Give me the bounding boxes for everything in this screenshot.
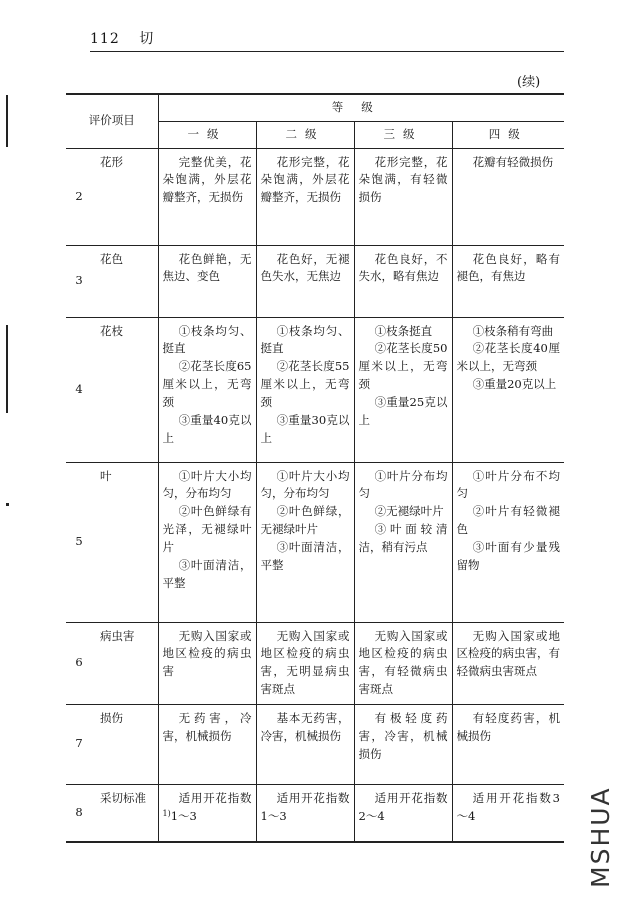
criterion-name: 花枝 <box>92 317 158 462</box>
table-row <box>66 784 564 842</box>
header-level-2: 二级 <box>256 121 354 148</box>
grade-line: ③叶面清洁，平整 <box>162 557 252 590</box>
grade-cell-level-1 <box>158 148 256 245</box>
running-title: 切 <box>139 31 155 47</box>
grade-line: ②花茎长度40厘米以上，无弯颈 <box>456 341 560 374</box>
grade-line: ①枝条稍有弯曲 <box>472 323 554 338</box>
criterion-name: 花色 <box>92 245 158 317</box>
grade-line: ①叶片分布均匀 <box>358 468 448 501</box>
grade-line: ③重量30克以上 <box>260 412 350 445</box>
grade-cell-level-2 <box>256 784 354 842</box>
grade-cell-level-1 <box>158 784 256 842</box>
table-body <box>66 148 564 842</box>
grade-line: 基本无药害，冷害，机械损伤 <box>260 710 350 743</box>
grade-line: ③重量40克以上 <box>162 412 252 445</box>
grade-line: ①枝条均匀、挺直 <box>260 323 350 356</box>
margin-dot <box>6 503 9 506</box>
grade-line: 花色鲜艳，无焦边、变色 <box>162 251 252 284</box>
grade-cell-level-4 <box>452 704 564 784</box>
header-level-4: 四级 <box>452 121 564 148</box>
grade-cell-level-4 <box>452 784 564 842</box>
grade-line: ②无褪绿叶片 <box>374 504 444 519</box>
header-grade: 等级 <box>158 94 564 121</box>
grade-line: 花瓣有轻微损伤 <box>472 154 554 169</box>
table-row <box>66 704 564 784</box>
grade-line: ①叶片分布不均匀 <box>456 468 560 501</box>
grade-line: ③重量20克以上 <box>472 377 557 392</box>
grade-cell-level-3 <box>354 462 452 622</box>
grade-line: 完整优美，花朵饱满，外层花瓣整齐，无损伤 <box>162 154 252 205</box>
table-row <box>66 622 564 704</box>
grade-line: ①枝条挺直 <box>374 323 433 338</box>
grade-line: 花色好，无褪色失水，无焦边 <box>260 251 350 284</box>
grade-line: 无购入国家或地区检疫的病虫害，有轻微病虫害斑点 <box>456 628 560 679</box>
header-level-1: 一级 <box>158 121 256 148</box>
grade-cell-level-3 <box>354 622 452 704</box>
grade-line: ①叶片大小均匀，分布均匀 <box>260 468 350 501</box>
grade-line: 无药害，冷害，机械损伤 <box>162 710 252 743</box>
grade-line: ③叶面清洁，平整 <box>260 539 350 572</box>
grade-line: 无购入国家或地区检疫的病虫害，有轻微病虫害斑点 <box>358 628 448 697</box>
row-index: 7 <box>66 704 92 784</box>
criterion-name: 采切标准 <box>92 784 158 842</box>
grade-cell-level-3 <box>354 704 452 784</box>
grade-line: ②花茎长度65厘米以上，无弯颈 <box>162 359 252 409</box>
watermark: MSHUA <box>586 786 615 888</box>
criterion-name: 花形 <box>92 148 158 245</box>
grade-cell-level-4 <box>452 462 564 622</box>
grade-line: 花色良好，略有褪色，有焦边 <box>456 251 560 284</box>
grade-line: ②花茎长度55厘米以上，无弯颈 <box>260 359 350 409</box>
grade-line: ③重量25克以上 <box>358 394 448 427</box>
table-row <box>66 317 564 462</box>
grade-cell-level-2 <box>256 704 354 784</box>
header-rule <box>90 51 564 52</box>
grade-line: ②叶色鲜绿有光泽，无褪绿叶片 <box>162 504 252 554</box>
grade-line: 无购入国家或地区检疫的病虫害，无明显病虫害斑点 <box>260 628 350 697</box>
grade-line: 花色良好，不失水，略有焦边 <box>358 251 448 284</box>
grade-line: 花形完整，花朵饱满，外层花瓣整齐，无损伤 <box>260 154 350 205</box>
margin-mark <box>6 325 8 413</box>
grade-cell-level-2 <box>256 245 354 317</box>
header-item: 评价项目 <box>66 94 158 148</box>
grade-cell-level-1 <box>158 704 256 784</box>
grade-line: 花形完整，花朵饱满，有轻微损伤 <box>358 154 448 205</box>
grade-line: ③叶面有少量残留物 <box>456 539 560 572</box>
row-index: 2 <box>66 148 92 245</box>
table-row <box>66 462 564 622</box>
grade-cell-level-2 <box>256 622 354 704</box>
page-number: 112 <box>90 31 120 47</box>
grade-line: ②花茎长度50厘米以上，无弯颈 <box>358 341 448 392</box>
running-header <box>90 28 154 48</box>
grade-cell-level-3 <box>354 245 452 317</box>
grade-cell-level-1 <box>158 462 256 622</box>
grade-cell-level-1 <box>158 245 256 317</box>
grade-line: ①枝条均匀、挺直 <box>162 323 252 356</box>
grade-line: ③叶面较清洁，稍有污点 <box>358 522 448 554</box>
header-level-3: 三级 <box>354 121 452 148</box>
grade-cell-level-4 <box>452 148 564 245</box>
grade-line: 有轻度药害，机械损伤 <box>456 710 560 743</box>
grade-line: ②叶色鲜绿，无褪绿叶片 <box>260 504 350 537</box>
row-index: 8 <box>66 784 92 842</box>
grade-line: 适用开花指数1～3 <box>260 790 350 823</box>
continued-label: (续) <box>517 75 541 90</box>
grade-cell-level-3 <box>354 317 452 462</box>
grade-line: ①叶片大小均匀，分布均匀 <box>162 468 252 501</box>
grade-line: ②叶片有轻微褪色 <box>456 504 560 537</box>
grade-line: 适用开花指数3～4 <box>456 790 560 823</box>
grade-line: 适用开花指数$^{1)}$1～3 <box>162 790 252 823</box>
grade-cell-level-3 <box>354 784 452 842</box>
criterion-name: 损伤 <box>92 704 158 784</box>
row-index: 3 <box>66 245 92 317</box>
row-index: 5 <box>66 462 92 622</box>
criterion-name: 叶 <box>92 462 158 622</box>
grade-cell-level-4 <box>452 245 564 317</box>
margin-mark <box>6 95 8 147</box>
grade-line: 有极轻度药害，冷害，机械损伤 <box>358 710 448 761</box>
grade-cell-level-1 <box>158 317 256 462</box>
grade-cell-level-1 <box>158 622 256 704</box>
grade-cell-level-3 <box>354 148 452 245</box>
footnote-mark: 1) <box>162 808 171 818</box>
grade-cell-level-4 <box>452 622 564 704</box>
criterion-name: 病虫害 <box>92 622 158 704</box>
table-row <box>66 245 564 317</box>
grade-line: 无购入国家或地区检疫的病虫害 <box>162 628 252 679</box>
grade-line: 适用开花指数2～4 <box>358 790 448 823</box>
grade-cell-level-2 <box>256 317 354 462</box>
row-index: 4 <box>66 317 92 462</box>
grading-table <box>66 93 564 843</box>
grade-cell-level-2 <box>256 462 354 622</box>
grade-cell-level-4 <box>452 317 564 462</box>
row-index: 6 <box>66 622 92 704</box>
grade-cell-level-2 <box>256 148 354 245</box>
table-row <box>66 148 564 245</box>
